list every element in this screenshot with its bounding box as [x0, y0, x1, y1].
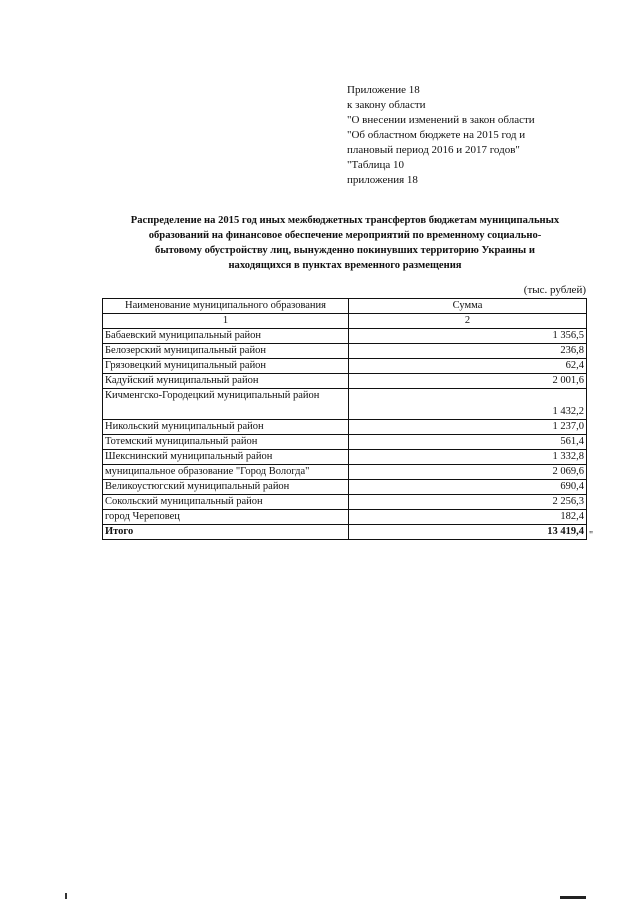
row-name: Великоустюгский муниципальный район: [103, 480, 349, 495]
document-title: [100, 213, 590, 273]
row-value: 182,4: [349, 510, 587, 525]
table-row: [103, 344, 587, 359]
row-value: 2 001,6: [349, 374, 587, 389]
table-row: [103, 465, 587, 480]
table-row: [103, 420, 587, 435]
appendix-header: [347, 83, 607, 188]
row-value: 561,4: [349, 435, 587, 450]
row-value: 236,8: [349, 344, 587, 359]
appendix-line: плановый период 2016 и 2017 годов": [347, 144, 520, 156]
table-row: [103, 359, 587, 374]
row-name: Шекснинский муниципальный район: [103, 450, 349, 465]
units-label: (тыс. рублей): [523, 284, 586, 296]
table-row: [103, 329, 587, 344]
title-line: бытовому обустройству лиц, вынужденно покинувших территорию Украины и: [155, 245, 535, 256]
row-value: 1 356,5: [349, 329, 587, 344]
appendix-line: "Об областном бюджете на 2015 год и: [347, 129, 526, 141]
table-row: [103, 510, 587, 525]
appendix-line: приложения 18: [347, 174, 418, 186]
row-name: Кадуйский муниципальный район: [103, 374, 349, 389]
row-name: Никольский муниципальный район: [103, 420, 349, 435]
total-value: 13 419,4: [349, 525, 587, 540]
row-value: 690,4: [349, 480, 587, 495]
row-name: Кичменгско-Городецкий муниципальный район: [103, 389, 349, 420]
transfers-table: [102, 298, 587, 540]
column-header-sum: Сумма: [349, 299, 587, 314]
table-total-row: [103, 525, 587, 540]
table-header-row: [103, 299, 587, 314]
row-name: муниципальное образование "Город Вологда": [103, 465, 349, 480]
table-row: [103, 480, 587, 495]
row-value: 62,4: [349, 359, 587, 374]
scan-mark: [560, 896, 586, 899]
row-value: 1 432,2: [349, 389, 587, 420]
closing-quote: ": [589, 530, 594, 541]
row-name: Грязовецкий муниципальный район: [103, 359, 349, 374]
row-value: 1 237,0: [349, 420, 587, 435]
row-value: 1 332,8: [349, 450, 587, 465]
row-value: 2 069,6: [349, 465, 587, 480]
table-row: [103, 495, 587, 510]
column-header-name: Наименование муниципального образования: [103, 299, 349, 314]
row-name: город Череповец: [103, 510, 349, 525]
appendix-line: к закону области: [347, 99, 426, 111]
row-name: Бабаевский муниципальный район: [103, 329, 349, 344]
appendix-line: Приложение 18: [347, 84, 420, 96]
table-row: [103, 389, 587, 420]
scan-mark: [65, 893, 67, 899]
total-label: Итого: [103, 525, 349, 540]
column-number: 1: [103, 314, 349, 329]
table-row: [103, 374, 587, 389]
table-header-numbers-row: [103, 314, 587, 329]
table-row: [103, 450, 587, 465]
row-name: Тотемский муниципальный район: [103, 435, 349, 450]
title-line: образований на финансовое обеспечение мероприятий по временному социально-: [148, 230, 542, 241]
appendix-line: "Таблица 10: [347, 159, 405, 171]
row-name: Сокольский муниципальный район: [103, 495, 349, 510]
row-value: 2 256,3: [349, 495, 587, 510]
title-line: находящихся в пунктах временного размещения: [228, 260, 462, 271]
table-row: [103, 435, 587, 450]
title-line: Распределение на 2015 год иных межбюджетных трансфертов бюджетам муниципальных: [130, 215, 560, 226]
appendix-line: "О внесении изменений в закон области: [347, 114, 535, 126]
column-number: 2: [349, 314, 587, 329]
row-name: Белозерский муниципальный район: [103, 344, 349, 359]
